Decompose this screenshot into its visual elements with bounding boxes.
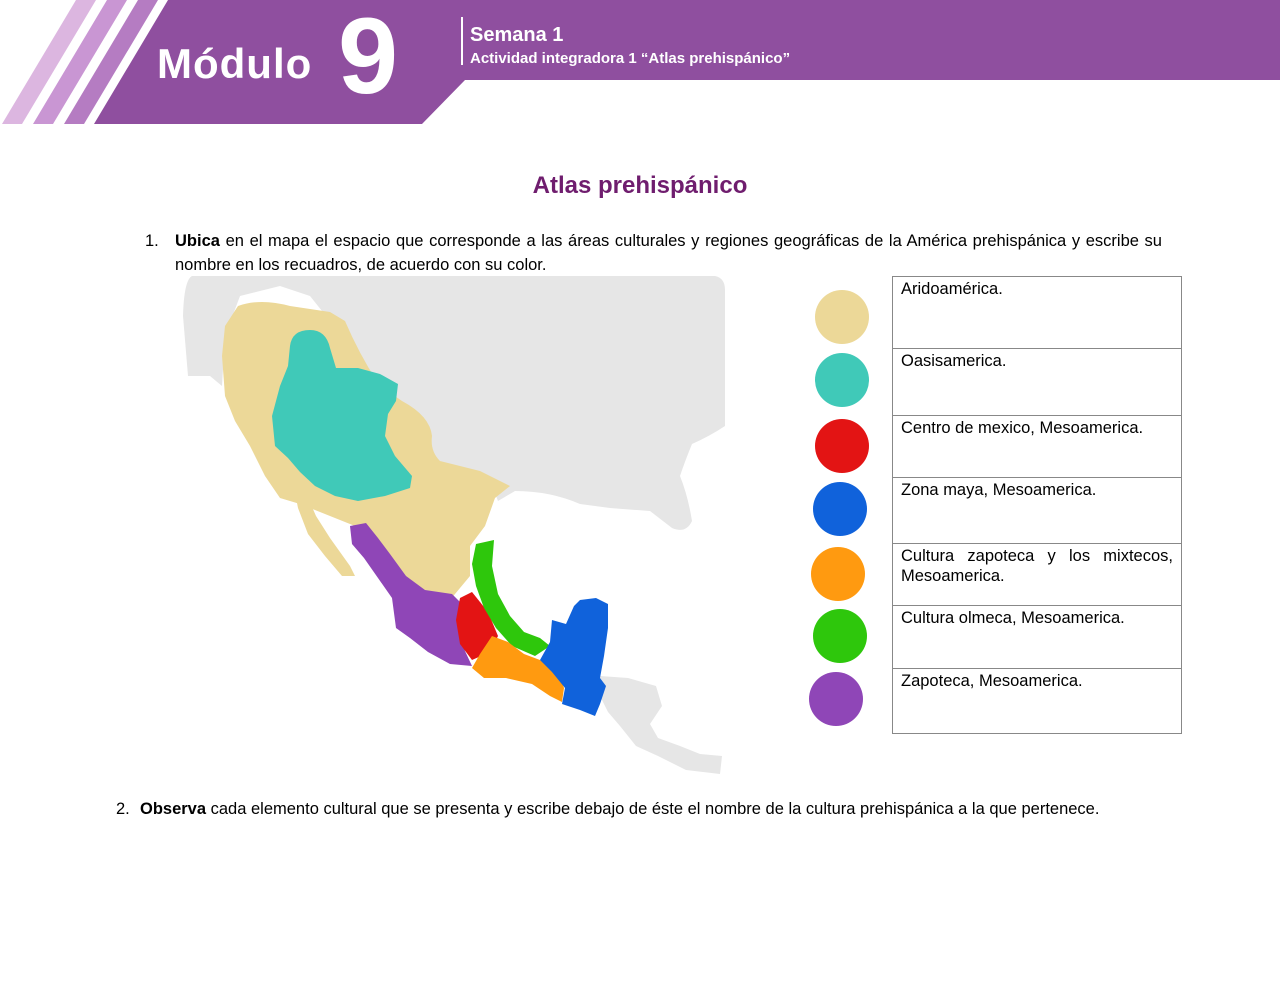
land-central-america [600,676,722,774]
module-label: Módulo [157,40,313,87]
legend-label[interactable]: Cultura zapoteca y los mixtecos, Mesoamerica. [893,544,1182,606]
instruction-keyword: Ubica [175,232,220,250]
legend-dot-oasisamerica [815,353,869,407]
instruction-text [175,229,1162,277]
legend-label[interactable]: Zapoteca, Mesoamerica. [893,669,1182,734]
instruction-body: en el mapa el espacio que corresponde a las áreas culturales y regiones geográficas de la América prehispánica y escribe su nombre en los recuadros, de acuerdo con su color. [175,232,1162,274]
instruction-keyword: Observa [140,800,207,818]
cultural-areas-map [180,276,728,776]
legend-label[interactable]: Zona maya, Mesoamerica. [893,478,1182,544]
week-label: Semana 1 [470,24,564,46]
legend-label[interactable]: Aridoamérica. [893,277,1182,349]
legend-label[interactable]: Cultura olmeca, Mesoamerica. [893,606,1182,669]
instruction-text [140,797,1162,821]
instruction-number: 2. [116,800,130,818]
legend-table [892,276,1182,734]
header-divider [461,17,463,65]
legend-dot-zapoteca [809,672,863,726]
legend-label[interactable]: Centro de mexico, Mesoamerica. [893,416,1182,478]
module-number: 9 [338,0,399,116]
activity-label: Actividad integradora 1 “Atlas prehispánico” [470,50,791,67]
legend-dot-olmeca [813,609,867,663]
page-title: Atlas prehispánico [532,172,748,199]
legend-dot-aridoamerica [815,290,869,344]
instruction-number: 1. [145,232,159,250]
legend-dot-zona-maya [813,482,867,536]
region-zona-maya [540,598,608,716]
legend-dot-zapoteca-mixteca [811,547,865,601]
legend-label[interactable]: Oasisamerica. [893,349,1182,416]
instruction-body: cada elemento cultural que se presenta y escribe debajo de éste el nombre de la cultura prehispánica a la que pertenece. [206,800,1100,818]
legend-dot-centro-mexico [815,419,869,473]
page-header [0,0,1280,126]
